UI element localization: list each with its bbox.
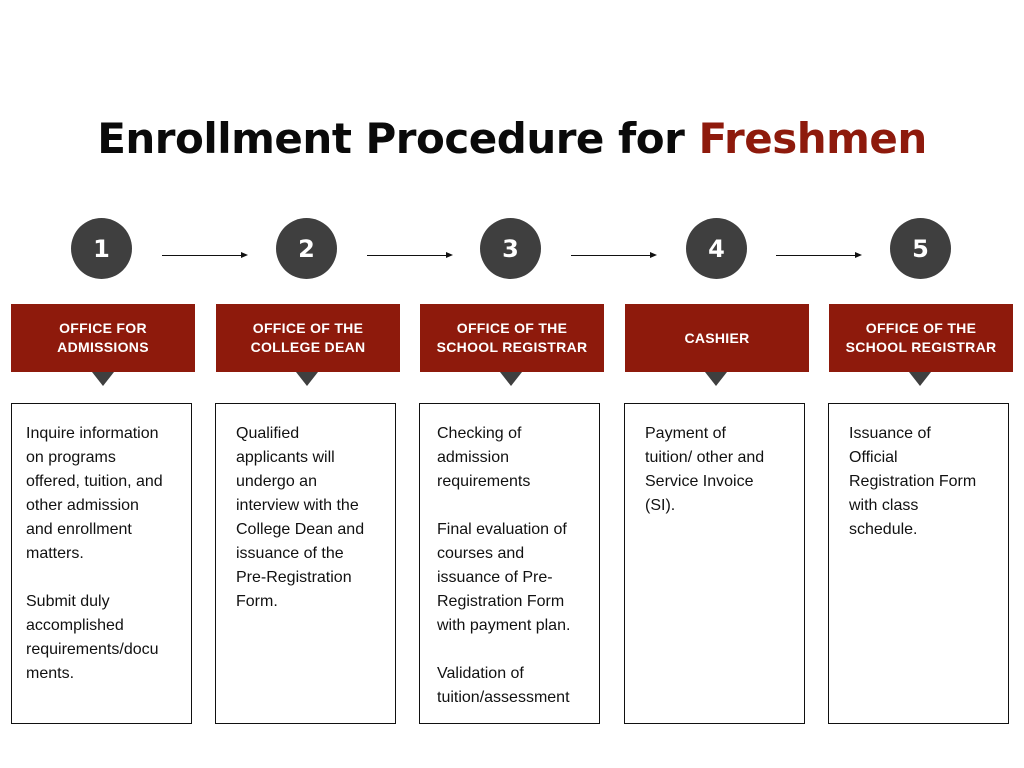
step-2-number: 2 — [298, 234, 315, 263]
arrow-4-to-5-icon — [776, 250, 862, 262]
step-1-pointer-icon — [92, 372, 114, 386]
step-2-office-line1: OFFICE OF THE — [252, 320, 364, 336]
arrow-3-to-4-icon — [571, 250, 657, 262]
step-4-office-banner — [625, 304, 809, 372]
step-3-paragraph-1 — [437, 422, 595, 494]
step-1-line: matters. — [26, 545, 84, 562]
step-5-office-line2: SCHOOL REGISTRAR — [845, 339, 997, 355]
step-5-description-box — [828, 403, 1009, 724]
step-1-line: Inquire information — [26, 425, 159, 442]
step-5-line: Official — [849, 449, 898, 466]
step-3-line: tuition/assessment — [437, 689, 570, 706]
step-3-paragraph-2 — [437, 518, 595, 638]
step-3-line: Validation of — [437, 665, 524, 682]
step-4-line: Service Invoice — [645, 473, 754, 490]
step-2-number-circle — [276, 218, 337, 279]
step-3-description-box — [419, 403, 600, 724]
step-2-line: issuance of the — [236, 545, 344, 562]
step-3-paragraph-3 — [437, 662, 595, 710]
step-5-pointer-icon — [909, 372, 931, 386]
step-2-paragraph-1 — [236, 422, 387, 614]
step-3-number: 3 — [502, 234, 519, 263]
step-1-line: other admission — [26, 497, 139, 514]
step-1-paragraph-2 — [26, 590, 181, 686]
arrow-2-to-3-icon — [367, 250, 453, 262]
step-4-number-circle — [686, 218, 747, 279]
step-2-line: Form. — [236, 593, 278, 610]
step-3-line: Final evaluation of — [437, 521, 567, 538]
step-1-office-line2: ADMISSIONS — [57, 339, 149, 355]
step-5-line: with class — [849, 497, 919, 514]
step-3-office-banner — [420, 304, 604, 372]
step-2-line: Pre-Registration — [236, 569, 352, 586]
step-1-line: offered, tuition, and — [26, 473, 163, 490]
step-2-pointer-icon — [296, 372, 318, 386]
step-4-number: 4 — [708, 234, 725, 263]
step-2-office-banner — [216, 304, 400, 372]
step-2-line: College Dean and — [236, 521, 365, 538]
step-1-number-circle — [71, 218, 132, 279]
arrow-1-to-2-icon — [162, 250, 248, 262]
step-4-line: (SI). — [645, 497, 676, 514]
step-1-paragraph-1 — [26, 422, 181, 566]
step-3-number-circle — [480, 218, 541, 279]
step-1-line: and enrollment — [26, 521, 132, 538]
step-3-office-line1: OFFICE OF THE — [456, 320, 568, 336]
step-5-line: Registration Form — [849, 473, 977, 490]
step-3-pointer-icon — [500, 372, 522, 386]
step-1-line: Submit duly — [26, 593, 110, 610]
step-3-line: issuance of Pre- — [437, 569, 553, 586]
step-1-line: on programs — [26, 449, 116, 466]
step-1-line: ments. — [26, 665, 75, 682]
step-3-line: Checking of — [437, 425, 522, 442]
step-4-line: Payment of — [645, 425, 726, 442]
step-4-paragraph-1 — [645, 422, 796, 518]
step-5-office-line1: OFFICE OF THE — [865, 320, 977, 336]
step-2-line: applicants will — [236, 449, 335, 466]
page-title — [0, 114, 1024, 163]
step-3-line: Registration Form — [437, 593, 565, 610]
step-2-line: Qualified — [236, 425, 300, 442]
step-1-line: requirements/docu — [26, 641, 159, 658]
title-accent: Freshmen — [698, 114, 927, 163]
step-5-line: schedule. — [849, 521, 918, 538]
step-2-description-box — [215, 403, 396, 724]
step-2-office-line2: COLLEGE DEAN — [250, 339, 366, 355]
step-5-office-banner — [829, 304, 1013, 372]
step-3-line: courses and — [437, 545, 525, 562]
step-4-line: tuition/ other and — [645, 449, 765, 466]
step-2-line: undergo an — [236, 473, 317, 490]
step-5-line: Issuance of — [849, 425, 931, 442]
step-1-office-line1: OFFICE FOR — [59, 320, 147, 336]
step-5-paragraph-1 — [849, 422, 1000, 542]
step-1-line: accomplished — [26, 617, 124, 634]
title-main: Enrollment Procedure for — [97, 114, 699, 163]
step-2-line: interview with the — [236, 497, 359, 514]
step-4-office-line1: CASHIER — [684, 329, 750, 346]
step-5-number-circle — [890, 218, 951, 279]
step-3-line: with payment plan. — [437, 617, 571, 634]
step-1-number: 1 — [93, 234, 110, 263]
step-1-office-banner — [11, 304, 195, 372]
step-3-line: admission — [437, 449, 510, 466]
step-3-line: requirements — [437, 473, 531, 490]
step-4-description-box — [624, 403, 805, 724]
step-1-description-box — [11, 403, 192, 724]
step-4-pointer-icon — [705, 372, 727, 386]
step-5-number: 5 — [912, 234, 929, 263]
step-3-office-line2: SCHOOL REGISTRAR — [436, 339, 588, 355]
